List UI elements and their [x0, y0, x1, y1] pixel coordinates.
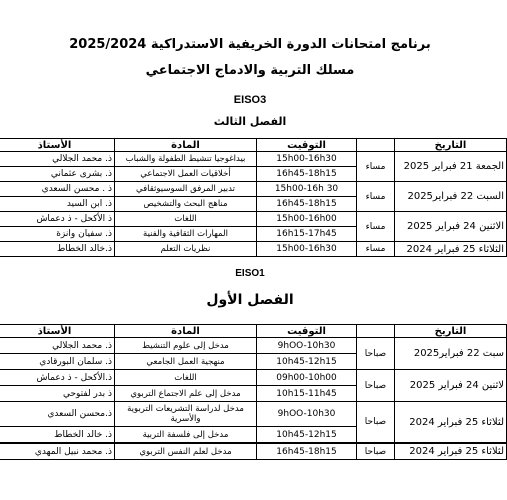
exam-time: 10h45-12h15	[257, 354, 357, 370]
table-row	[0, 212, 507, 227]
exam-time: 15h00-16h30	[257, 152, 357, 167]
exam-period: صباحا	[357, 402, 395, 444]
exam-professor: ذ. بشرى عثماني	[0, 167, 115, 182]
exam-time: 16h45-18h15	[257, 197, 357, 212]
exam-professor: ذ. محمد نبيل المهدي	[0, 443, 115, 460]
exam-subject: تدبير المرفق السوسيوثقافي	[115, 182, 257, 197]
exam-period: مساء	[357, 212, 395, 242]
exam-date: السبت 22 فبراير2025	[395, 182, 507, 212]
exam-period: صباحا	[357, 338, 395, 370]
exam-professor: ذ. سفيان وانزة	[0, 227, 115, 242]
exam-subject: مناهج البحث والتشخيص	[115, 197, 257, 212]
exam-period: صباحا	[357, 370, 395, 402]
col-period-header	[357, 325, 395, 338]
exam-professor: ذ . محسن السعدي	[0, 182, 115, 197]
exam-time: 9hOO-10h30	[257, 338, 357, 354]
exam-subject: مدخل لدراسة التشريعات التربوية والأسرية	[115, 402, 257, 427]
exam-date: سبت 22 فبراير2025	[395, 338, 507, 370]
exam-time: 15h00-16h00	[257, 212, 357, 227]
col-date-header: التاريخ	[395, 139, 507, 152]
exam-time: 10h15-11h45	[257, 386, 357, 402]
table-row	[0, 152, 507, 167]
exam-professor: ذ. محمد الجلالي	[0, 338, 115, 354]
exam-period: صباحا	[357, 443, 395, 460]
exam-subject: اللغات	[115, 370, 257, 386]
exam-date: لاثنين 24 فبراير 2025	[395, 370, 507, 402]
exam-subject: بيداغوجيا تنشيط الطفولة والشباب	[115, 152, 257, 167]
exam-professor: ذ.الأكحل - ذ دعماش	[0, 370, 115, 386]
exam-date: الجمعة 21 فبراير 2025	[395, 152, 507, 182]
col-date-header: التاريخ	[395, 325, 507, 338]
exam-date: الثلاثاء 25 فبراير 2024	[395, 242, 507, 257]
exam-professor: ذ الأكحل - ذ دعماش	[0, 212, 115, 227]
col-time-header: التوقيت	[257, 139, 357, 152]
table-header-row	[0, 139, 507, 152]
exam-subject: أخلاقيات العمل الاجتماعي	[115, 167, 257, 182]
track-title: مسلك التربية والادماج الاجتماعي	[145, 63, 355, 78]
exam-period: مساء	[357, 182, 395, 212]
exam-professor: ذ. ابن السيد	[0, 197, 115, 212]
exam-time: 15h00-16h30	[257, 242, 357, 257]
exam-time: 9hOO-10h30	[257, 402, 357, 427]
section-code-eiso1: EISO1	[235, 268, 265, 279]
exam-professor: ذ بدر لفتوحي	[0, 386, 115, 402]
exam-time: 09h00-10h00	[257, 370, 357, 386]
exam-professor: ذ. سلمان البورقادي	[0, 354, 115, 370]
exam-time: 10h45-12h15	[257, 427, 357, 444]
col-time-header: التوقيت	[257, 325, 357, 338]
exam-subject: اللغات	[115, 212, 257, 227]
exam-date: لثلاثاء 25 فبراير 2024	[395, 402, 507, 444]
exam-subject: نظريات التعلم	[115, 242, 257, 257]
exam-time: 16h15-17h45	[257, 227, 357, 242]
exam-subject: مدخل إلى فلسفة التربية	[115, 427, 257, 444]
table-row	[0, 443, 507, 460]
section-code-eiso3: EISO3	[233, 94, 267, 106]
exam-subject: مدخل إلى علوم التنشيط	[115, 338, 257, 354]
exam-professor: ذ. خالد الخطاط	[0, 427, 115, 444]
col-subject-header: المادة	[115, 139, 257, 152]
exam-time: 16h45-18h15	[257, 167, 357, 182]
exam-professor: ذ.محسن السعدي	[0, 402, 115, 427]
semester-title-third: الفصل الثالث	[213, 115, 287, 128]
col-professor-header: الأستاذ	[0, 325, 115, 338]
col-subject-header: المادة	[115, 325, 257, 338]
exam-table-eiso1	[0, 324, 507, 460]
table-header-row	[0, 325, 507, 338]
table-row	[0, 242, 507, 257]
exam-time: 15h00-16h 30	[257, 182, 357, 197]
semester-title-first: الفصل الأول	[206, 292, 294, 308]
col-professor-header: الأستاذ	[0, 139, 115, 152]
exam-date: لثلاثاء 25 فبراير 2024	[395, 443, 507, 460]
exam-table-eiso3	[0, 138, 507, 257]
table-row	[0, 370, 507, 386]
table-row	[0, 338, 507, 354]
exam-period: مساء	[357, 152, 395, 182]
table-row	[0, 402, 507, 427]
exam-time: 16h45-18h15	[257, 443, 357, 460]
exam-subject: منهجية العمل الجامعي	[115, 354, 257, 370]
exam-subject: مدخل إلى علم الاجتماع التربوي	[115, 386, 257, 402]
table-row	[0, 182, 507, 197]
exam-period: مساء	[357, 242, 395, 257]
document-title: برنامج امتحانات الدورة الخريفية الاستدراكية 2025/2024	[69, 37, 431, 52]
exam-date: الاثنين 24 فبراير 2025	[395, 212, 507, 242]
exam-subject: مدخل لعلم النفس التربوي	[115, 443, 257, 460]
exam-professor: ذ. محمد الجلالي	[0, 152, 115, 167]
col-period-header	[357, 139, 395, 152]
exam-subject: المهارات الثقافية والفنية	[115, 227, 257, 242]
exam-professor: ذ.خالد الخطاط	[0, 242, 115, 257]
